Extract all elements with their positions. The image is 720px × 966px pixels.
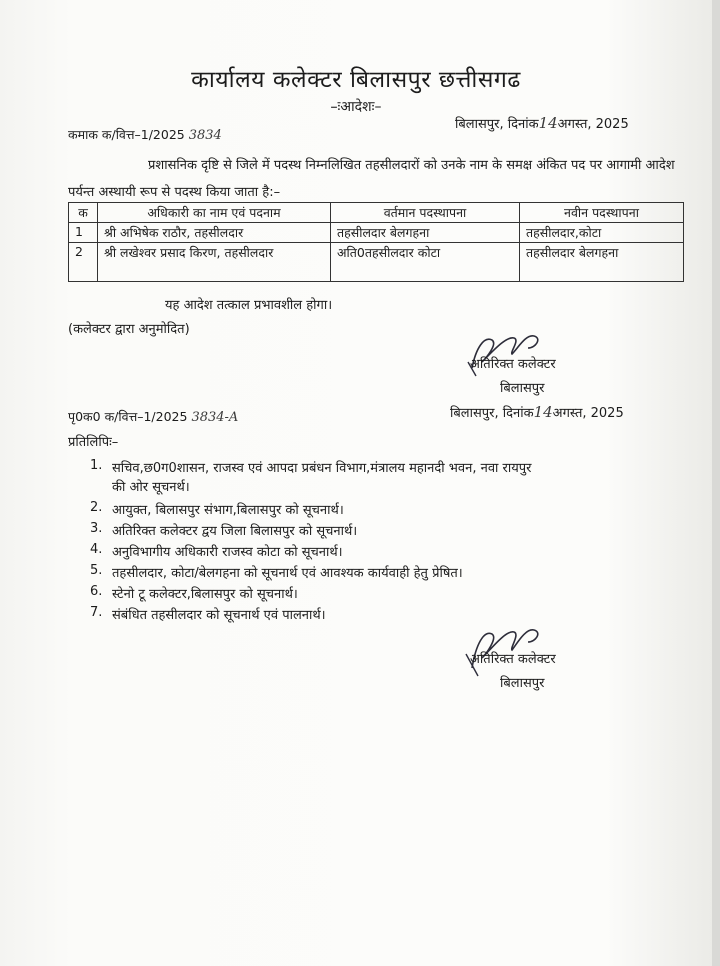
list-item-number: 7. xyxy=(90,605,103,620)
row-serial: 1 xyxy=(69,223,98,243)
row-current-posting: अति0तहसीलदार कोटा xyxy=(331,243,520,282)
order-date-suffix: अगस्त, 2025 xyxy=(557,117,629,132)
header-new-posting: नवीन पदस्थापना xyxy=(520,203,684,223)
row-current-posting: तहसीलदार बेलगहना xyxy=(331,223,520,243)
office-title: कार्यालय कलेक्टर बिलासपुर छत्तीसगढ xyxy=(191,67,521,93)
list-item-number: 6. xyxy=(90,584,103,599)
order-place-date-prefix: बिलासपुर, दिनांक xyxy=(455,117,539,132)
table-row xyxy=(69,223,684,243)
header-current-posting: वर्तमान पदस्थापना xyxy=(331,203,520,223)
endorsement-date-day: 14 xyxy=(533,403,553,421)
row-new-posting: तहसीलदार,कोटा xyxy=(520,223,684,243)
list-item-number: 5. xyxy=(90,563,103,578)
header-serial: क xyxy=(69,203,98,223)
header-officer: अधिकारी का नाम एवं पदनाम xyxy=(98,203,331,223)
row-new-posting: तहसीलदार बेलगहना xyxy=(520,243,684,282)
row-officer: श्री लखेश्वर प्रसाद किरण, तहसीलदार xyxy=(98,243,331,282)
list-item-text: तहसीलदार, कोटा/बेलगहना को सूचनार्थ एवं आवश्यक कार्यवाही हेतु प्रेषित। xyxy=(112,566,463,581)
list-item-text: अतिरिक्त कलेक्टर द्वय जिला बिलासपुर को सूचनार्थ। xyxy=(112,524,358,539)
signature1-designation: अतिरिक्त कलेक्टर xyxy=(470,357,556,372)
order-number-handwritten: 3834 xyxy=(188,128,222,143)
endorsement-place-date xyxy=(450,403,624,421)
signature1-place: बिलासपुर xyxy=(500,381,545,396)
row-serial: 2 xyxy=(69,243,98,282)
list-item-number: 2. xyxy=(90,500,103,515)
copy-heading: प्रतिलिपिः– xyxy=(68,435,119,450)
table-row xyxy=(69,243,684,282)
order-place-date xyxy=(455,114,629,132)
list-item-number: 3. xyxy=(90,521,103,536)
list-item-text: आयुक्त, बिलासपुर संभाग,बिलासपुर को सूचनार्थ। xyxy=(112,503,344,518)
order-number xyxy=(68,126,222,143)
endorsement-number-prefix: पृ0क0 क/वित्त–1/2025 xyxy=(68,409,188,424)
list-item-text: संबंधित तहसीलदार को सूचनार्थ एवं पालनार्थ। xyxy=(112,608,326,623)
effect-note: यह आदेश तत्काल प्रभावशील होगा। xyxy=(165,298,333,313)
transfer-table xyxy=(68,202,684,282)
list-item-text: स्टेनो टू कलेक्टर,बिलासपुर को सूचनार्थ। xyxy=(112,587,298,602)
list-item-text: अनुविभागीय अधिकारी राजस्व कोटा को सूचनार्थ। xyxy=(112,545,343,560)
endorsement-date-suffix: अगस्त, 2025 xyxy=(552,406,624,421)
body-paragraph: प्रशासनिक दृष्टि से जिले में पदस्थ निम्नलिखित तहसीलदारों को उनके नाम के समक्ष अंकित पद पर आगामी आदेश पर्यन्त अस्थायी रूप से पदस्थ किया जाता है:– xyxy=(68,158,675,200)
list-item-number: 4. xyxy=(90,542,103,557)
signature2-place: बिलासपुर xyxy=(500,676,545,691)
list-item-text: सचिव,छ0ग0शासन, राजस्व एवं आपदा प्रबंधन विभाग,मंत्रालय महानदी भवन, नवा रायपुर xyxy=(112,461,532,476)
signature-scribble xyxy=(462,608,552,678)
approval-note: (कलेक्टर द्वारा अनुमोदित) xyxy=(68,322,190,337)
endorsement-number-handwritten: 3834-A xyxy=(191,410,239,425)
list-item-number: 1. xyxy=(90,458,103,473)
table-header-row xyxy=(69,203,684,223)
endorsement-place-date-prefix: बिलासपुर, दिनांक xyxy=(450,406,534,421)
row-officer: श्री अभिषेक राठौर, तहसीलदार xyxy=(98,223,331,243)
endorsement-number xyxy=(68,408,238,425)
order-heading: –ःआदेशः– xyxy=(330,99,382,115)
order-date-day: 14 xyxy=(538,114,558,132)
list-item-text-continued: की ओर सूचनर्थ। xyxy=(112,480,190,495)
signature2-designation: अतिरिक्त कलेक्टर xyxy=(470,652,556,667)
order-number-prefix: कमाक क/वित्त–1/2025 xyxy=(68,127,185,142)
